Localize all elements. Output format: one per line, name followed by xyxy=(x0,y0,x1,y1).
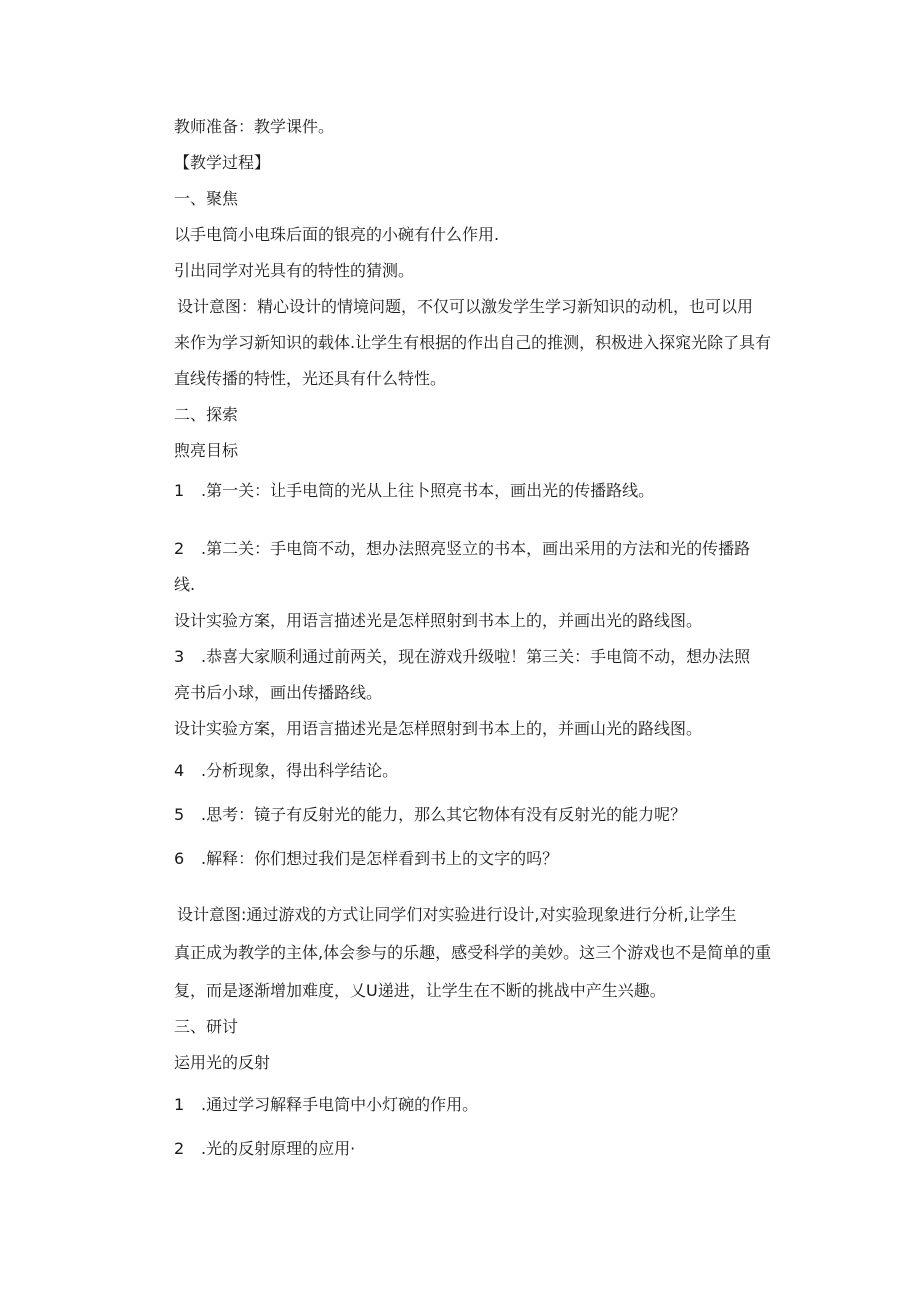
item-number: 4 xyxy=(174,761,185,780)
step2-subtitle: 煦亮目标 xyxy=(174,441,239,460)
item-number: 6 xyxy=(174,849,185,868)
list-item xyxy=(174,1096,478,1114)
list-item xyxy=(174,648,750,666)
design-intent-line: 来作为学习新知识的载体.让学生有根据的作出自己的推测，积极进入探窕光除了具有 xyxy=(174,333,772,352)
item-number: 1 xyxy=(174,1095,185,1114)
design-intent-line: 设计意图:通过游戏的方式让同学们对实验进行设计,对实验现象进行分析,让学生 xyxy=(177,905,737,924)
item-text: .第二关：手电筒不动，想办法照亮竖立的书本，画出采用的方法和光的传播路 xyxy=(201,539,751,558)
plan-line: 设计实验方案，用语言描述光是怎样照射到书本上的，并画出光的路线图。 xyxy=(174,611,703,630)
list-item xyxy=(174,850,558,868)
step3-subtitle: 运用光的反射 xyxy=(174,1053,271,1072)
step2-title: 二、探索 xyxy=(174,405,239,424)
plan-line: 设计实验方案，用语言描述光是怎样照射到书本上的，并画山光的路线图。 xyxy=(174,719,703,738)
list-item xyxy=(174,482,654,500)
list-item xyxy=(174,540,750,558)
design-intent-line: 真正成为教学的主体,体会参与的乐趣，感受科学的美妙。这三个游戏也不是简单的重 xyxy=(174,943,772,962)
item-number: 5 xyxy=(174,805,185,824)
paragraph-line: 以手电筒小电珠后面的银亮的小碗有什么作用. xyxy=(174,225,500,244)
item-text: .恭喜大家顺利通过前两关，现在游戏升级啦！第三关：手电筒不动，想办法照 xyxy=(201,647,751,666)
list-item xyxy=(174,806,686,824)
paragraph-line: 引出同学对光具有的特性的猜测。 xyxy=(174,261,415,280)
design-intent-line: 设计意图：精心设计的情境问题，不仅可以激发学生学习新知识的动机，也可以用 xyxy=(177,297,754,316)
item-text: .分析现象，得出科学结论。 xyxy=(201,761,399,780)
item-continuation: 亮书后小球，画出传播路线。 xyxy=(174,683,383,702)
item-number: 2 xyxy=(174,539,185,558)
item-number: 1 xyxy=(174,481,185,500)
item-number: 3 xyxy=(174,647,185,666)
design-intent-line: 复，而是逐渐增加难度，乂U递进，让学生在不断的挑战中产生兴趣。 xyxy=(174,981,666,1000)
item-continuation: 线. xyxy=(174,575,196,594)
item-number: 2 xyxy=(174,1139,185,1158)
design-intent-line: 直线传播的特性，光还具有什么特性。 xyxy=(174,369,447,388)
teacher-prep: 教师准备：教学课件。 xyxy=(174,117,335,136)
item-text: .思考：镜子有反射光的能力，那么其它物体有没有反射光的能力呢？ xyxy=(201,805,687,824)
list-item xyxy=(174,762,398,780)
item-text: .通过学习解释手电筒中小灯碗的作用。 xyxy=(201,1095,479,1114)
item-text: .解释：你们想过我们是怎样看到书上的文字的吗？ xyxy=(201,849,559,868)
step3-title: 三、研讨 xyxy=(174,1017,239,1036)
item-text: .第一关：让手电筒的光从上往卜照亮书本，画出光的传播路线。 xyxy=(201,481,655,500)
list-item xyxy=(174,1140,355,1158)
section-header: 【教学过程】 xyxy=(174,153,271,172)
step1-title: 一、聚焦 xyxy=(174,189,239,208)
item-text: .光的反射原理的应用· xyxy=(201,1139,356,1158)
